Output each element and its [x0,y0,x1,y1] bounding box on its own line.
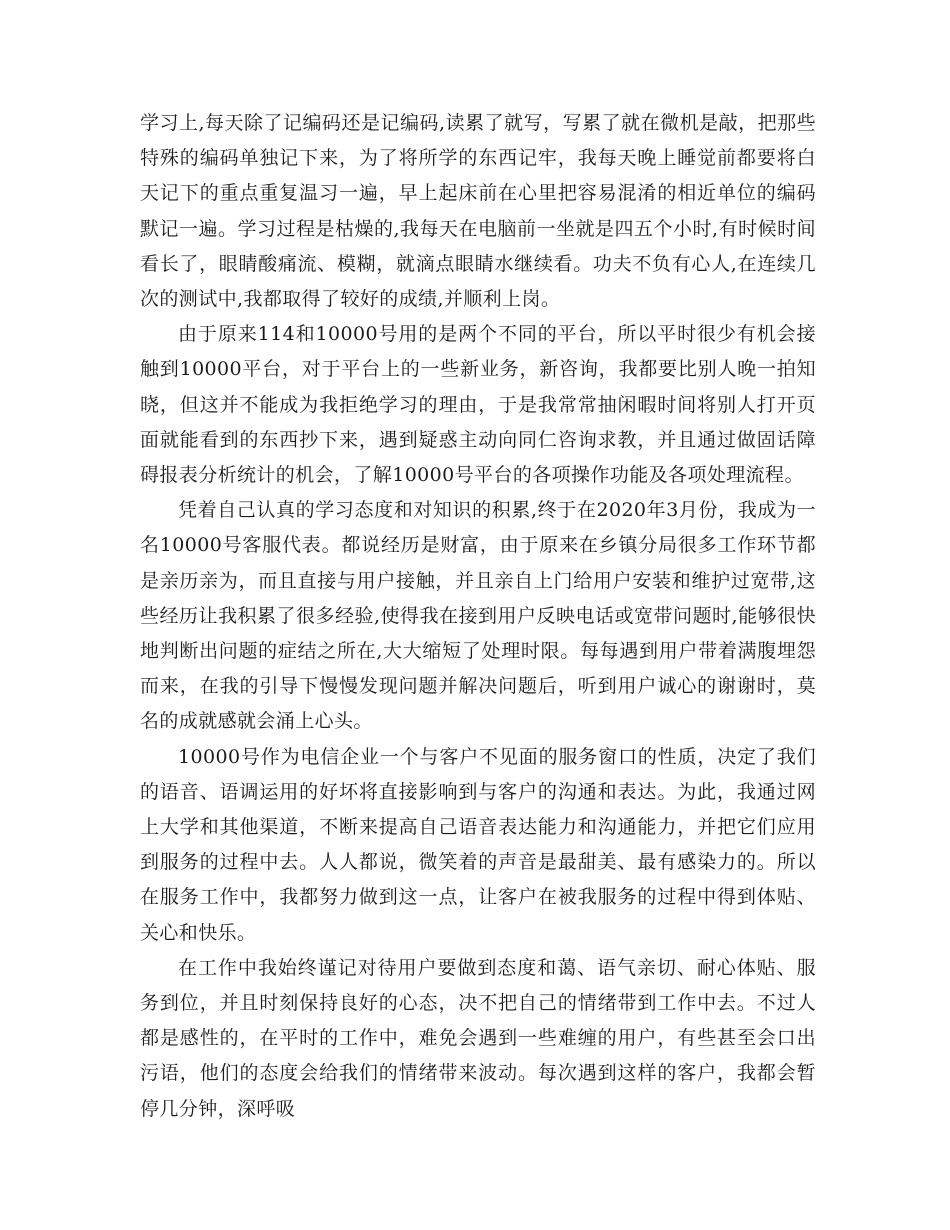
paragraph-2: 由于原来114和10000号用的是两个不同的平台，所以平时很少有机会接触到10000平台，对于平台上的一些新业务，新咨询，我都要比别人晚一拍知晓，但这并不能成为我拒绝学习的理由，于是我常常抽闲暇时间将别人打开页面就能看到的东西抄下来，遇到疑惑主动向同仁咨询求教，并且通过做固话障碍报表分析统计的机会，了解10000号平台的各项操作功能及各项处理流程。 [140,323,816,487]
paragraph-3: 凭着自己认真的学习态度和对知识的积累,终于在2020年3月份，我成为一名10000号客服代表。都说经历是财富，由于原来在乡镇分局很多工作环节都是亲历亲为，而且直接与用户接触，并且亲自上门给用户安装和维护过宽带,这些经历让我积累了很多经验,使得我在接到用户反映电话或宽带问题时,能够很快地判断出问题的症结之所在,大大缩短了处理时限。每每遇到用户带着满腹埋怨而来，在我的引导下慢慢发现问题并解决问题后，听到用户诚心的谢谢时，莫名的成就感就会涌上心头。 [140,499,816,733]
paragraph-5: 在工作中我始终谨记对待用户要做到态度和蔼、语气亲切、耐心体贴、服务到位，并且时刻保持良好的心态，决不把自己的情绪带到工作中去。不过人都是感性的，在平时的工作中，难免会遇到一些难缠的用户，有些甚至会口出污语，他们的态度会给我们的情绪带来波动。每次遇到这样的客户，我都会暂停几分钟，深呼吸 [140,956,816,1120]
document-body [140,106,816,1127]
paragraph-1: 学习上,每天除了记编码还是记编码,读累了就写，写累了就在微机是敲，把那些特殊的编码单独记下来，为了将所学的东西记牢，我每天晚上睡觉前都要将白天记下的重点重复温习一遍，早上起床前在心里把容易混淆的相近单位的编码默记一遍。学习过程是枯燥的,我每天在电脑前一坐就是四五个小时,有时候时间看长了，眼睛酸痛流、模糊，就滴点眼睛水继续看。功夫不负有心人,在连续几次的测试中,我都取得了较好的成绩,并顺利上岗。 [140,112,816,311]
paragraph-4: 10000号作为电信企业一个与客户不见面的服务窗口的性质，决定了我们的语音、语调运用的好坏将直接影响到与客户的沟通和表达。为此，我通过网上大学和其他渠道，不断来提高自己语音表达能力和沟通能力，并把它们应用到服务的过程中去。人人都说，微笑着的声音是最甜美、最有感染力的。所以在服务工作中，我都努力做到这一点，让客户在被我服务的过程中得到体贴、关心和快乐。 [140,745,816,944]
